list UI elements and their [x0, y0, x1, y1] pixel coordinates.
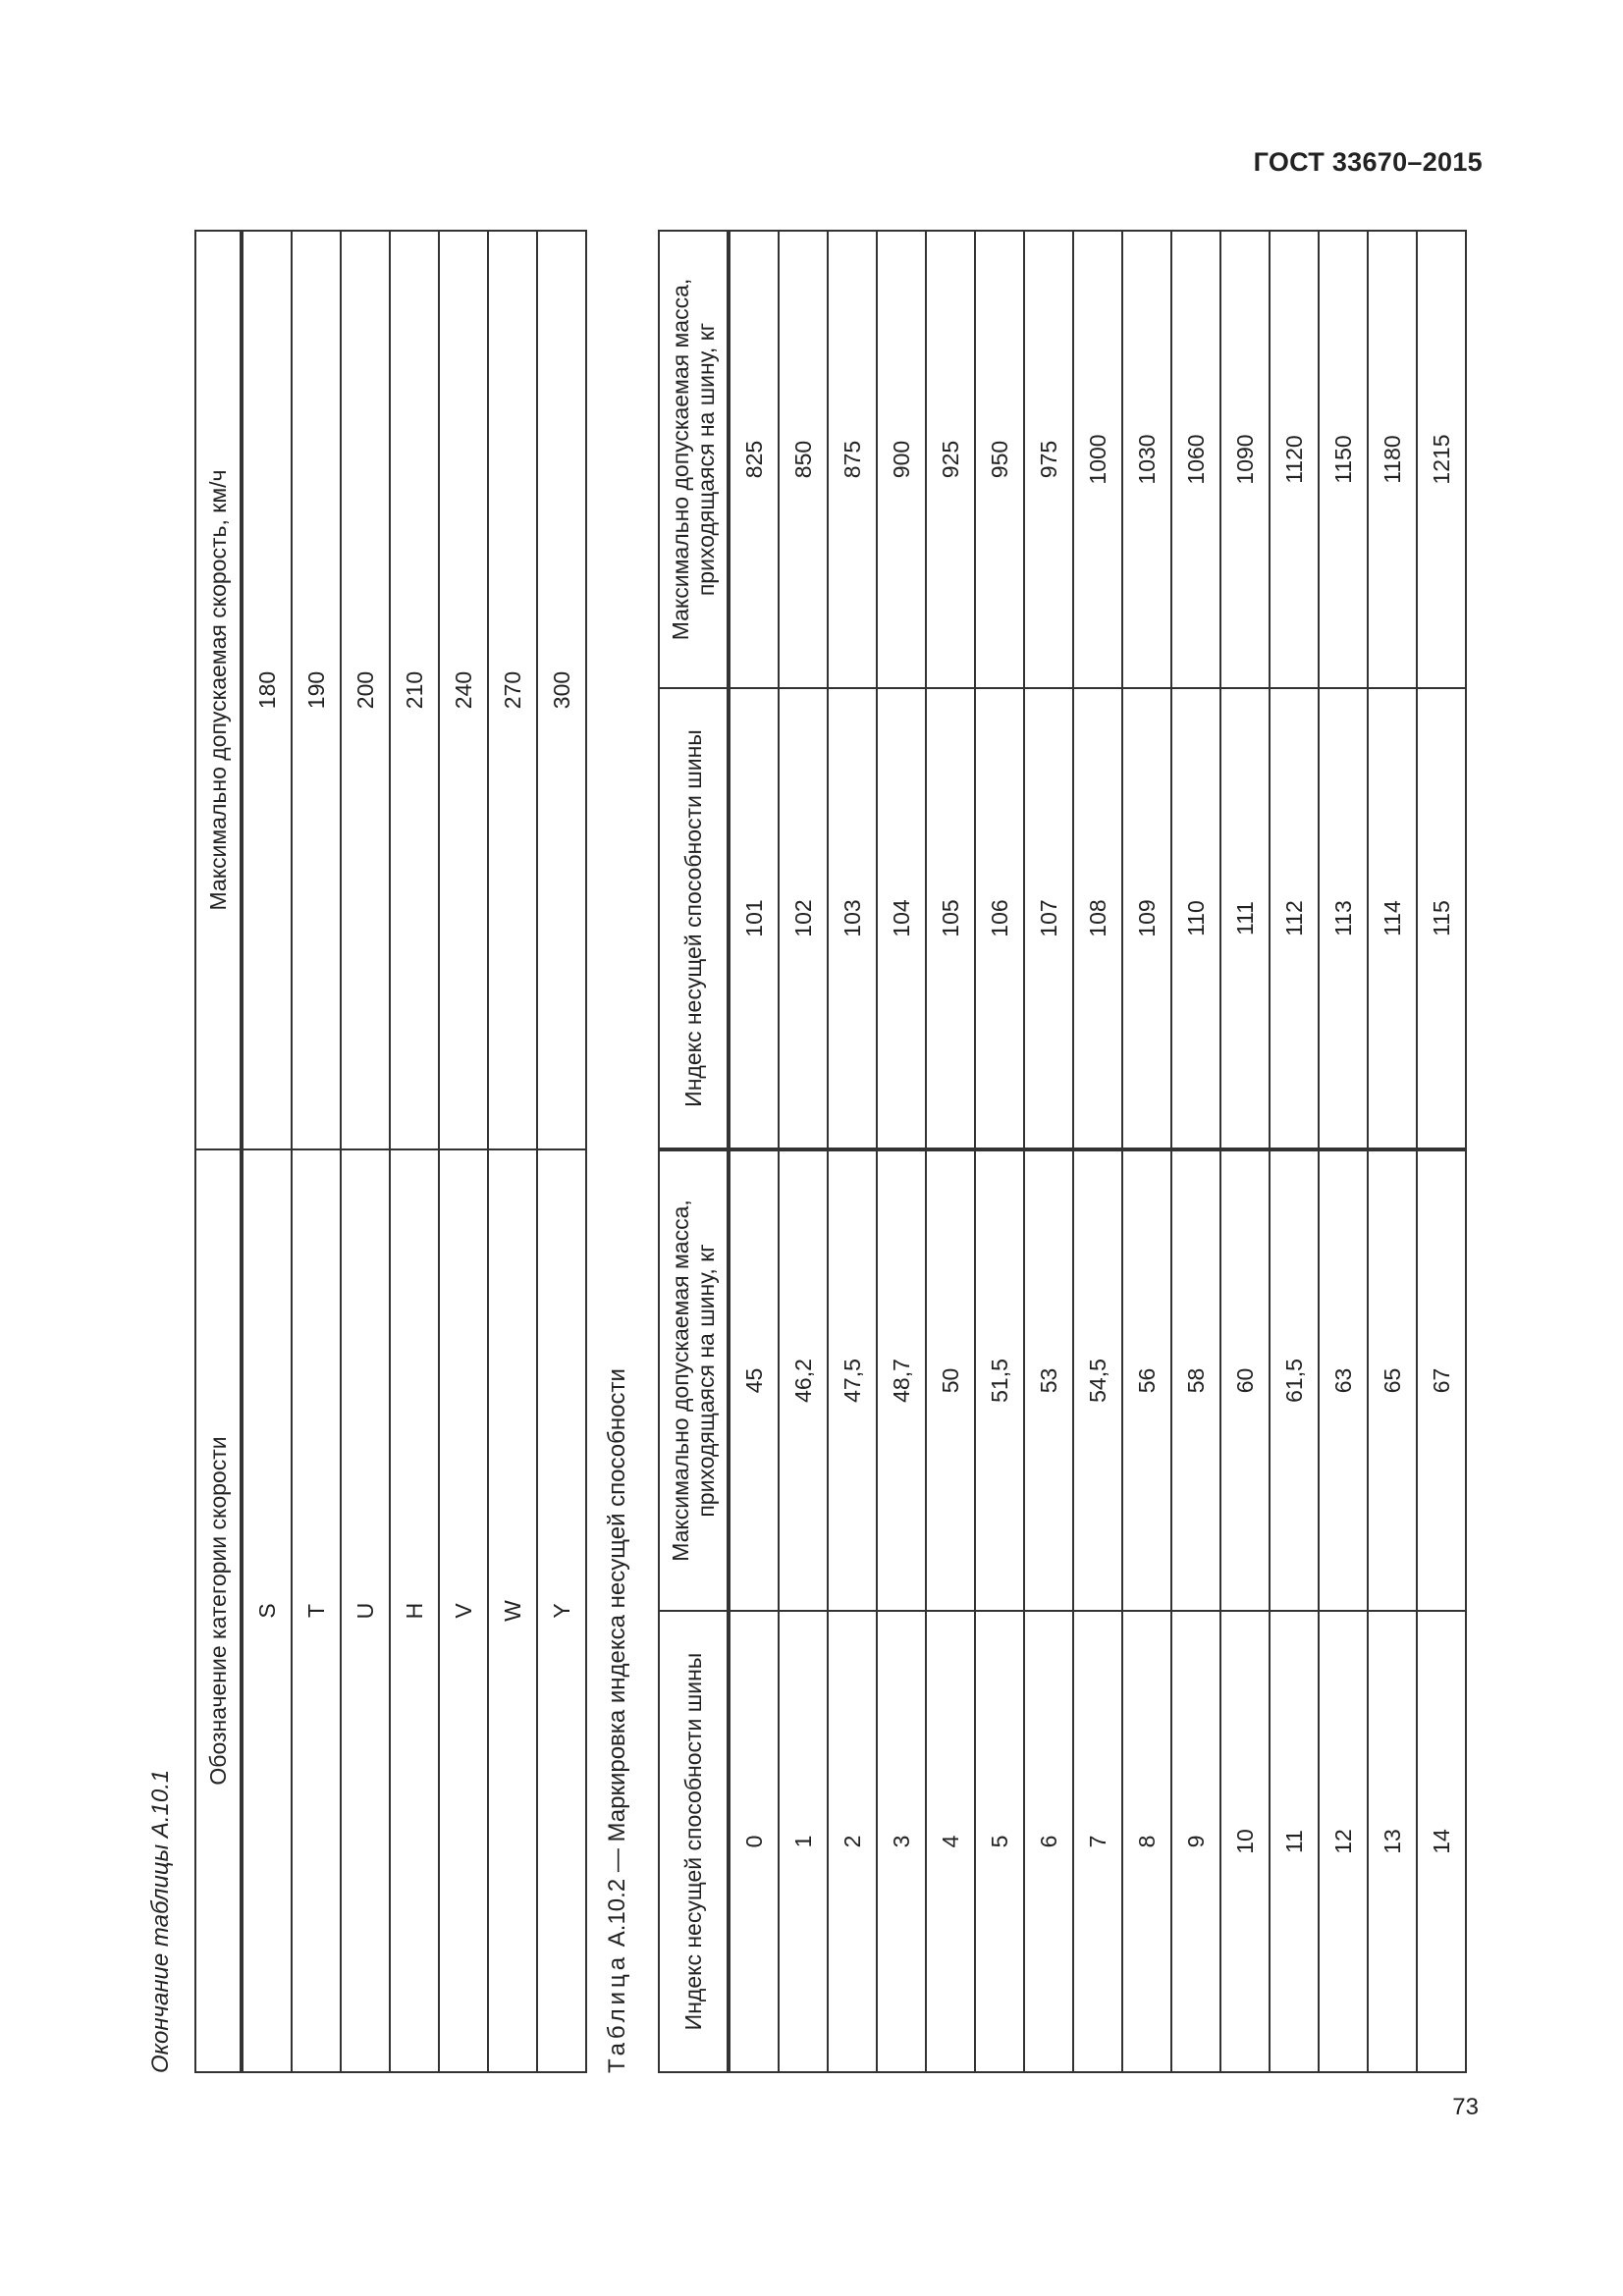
load-index-table — [658, 230, 1467, 2073]
table-cell: 3 — [877, 1611, 926, 2072]
table-row — [1417, 231, 1466, 2072]
table-cell: 65 — [1368, 1149, 1417, 1611]
table2-header-mass-left: Максимально допускаемая масса, приходящаяся на шину, кг — [659, 1149, 729, 1611]
table-cell: V — [439, 1149, 488, 2072]
table-cell: 850 — [779, 231, 828, 688]
rotated-content — [147, 228, 1483, 2073]
table-row — [292, 231, 341, 2072]
page-number: 73 — [1452, 2094, 1479, 2120]
table-cell: 2 — [828, 1611, 877, 2072]
table-cell: 300 — [537, 231, 586, 1149]
table-row — [1024, 231, 1073, 2072]
table-cell: 58 — [1171, 1149, 1220, 1611]
table-cell: 101 — [729, 688, 779, 1149]
table-cell: 1180 — [1368, 231, 1417, 688]
table-cell: 45 — [729, 1149, 779, 1611]
table-row — [341, 231, 390, 2072]
table-cell: 48,7 — [877, 1149, 926, 1611]
table-cell: 63 — [1319, 1149, 1368, 1611]
table2-header-mass-right: Максимально допускаемая масса, приходящаяся на шину, кг — [659, 231, 729, 688]
table1-header-category: Обозначение категории скорости — [195, 1149, 242, 2072]
table-cell: 1090 — [1220, 231, 1270, 688]
table-cell: 107 — [1024, 688, 1073, 1149]
table-row — [926, 231, 975, 2072]
table-cell: 5 — [975, 1611, 1024, 2072]
table-cell: 12 — [1319, 1611, 1368, 2072]
table-cell: 1000 — [1073, 231, 1122, 688]
table-row — [1220, 231, 1270, 2072]
table-cell: 113 — [1319, 688, 1368, 1149]
table-cell: 1060 — [1171, 231, 1220, 688]
table-cell: 6 — [1024, 1611, 1073, 2072]
table-row — [1171, 231, 1220, 2072]
table2-caption-prefix: Таблица — [604, 1952, 630, 2073]
table-cell: 1215 — [1417, 231, 1466, 688]
table-cell: 210 — [390, 231, 439, 1149]
table-cell: 825 — [729, 231, 779, 688]
table-cell: 1150 — [1319, 231, 1368, 688]
table-cell: 102 — [779, 688, 828, 1149]
table-cell: 270 — [488, 231, 537, 1149]
table-row — [242, 231, 292, 2072]
table-cell: 200 — [341, 231, 390, 1149]
table-cell: 46,2 — [779, 1149, 828, 1611]
table-cell: 106 — [975, 688, 1024, 1149]
table2-header-index-left: Индекс несущей способности шины — [659, 1611, 729, 2072]
table-row — [488, 231, 537, 2072]
table-cell: 61,5 — [1270, 1149, 1319, 1611]
table-cell: 108 — [1073, 688, 1122, 1149]
table-cell: 114 — [1368, 688, 1417, 1149]
table-row — [877, 231, 926, 2072]
table-cell: 103 — [828, 688, 877, 1149]
table-cell: 56 — [1122, 1149, 1171, 1611]
table-row — [729, 231, 779, 2072]
table-cell: 109 — [1122, 688, 1171, 1149]
table-cell: 7 — [1073, 1611, 1122, 2072]
table-cell: 13 — [1368, 1611, 1417, 2072]
table-cell: 8 — [1122, 1611, 1171, 2072]
table-cell: 190 — [292, 231, 341, 1149]
table-cell: 1030 — [1122, 231, 1171, 688]
table-cell: 10 — [1220, 1611, 1270, 2072]
table-cell: 875 — [828, 231, 877, 688]
table1-caption: Окончание таблицы А.10.1 — [147, 1769, 174, 2073]
table-row — [1122, 231, 1171, 2072]
table-cell: 104 — [877, 688, 926, 1149]
table-cell: 925 — [926, 231, 975, 688]
table-cell: 111 — [1220, 688, 1270, 1149]
table-row — [537, 231, 586, 2072]
table-cell: 112 — [1270, 688, 1319, 1149]
table-row — [779, 231, 828, 2072]
table-cell: Y — [537, 1149, 586, 2072]
table-cell: 950 — [975, 231, 1024, 688]
table-cell: 47,5 — [828, 1149, 877, 1611]
table-cell: 975 — [1024, 231, 1073, 688]
table-cell: W — [488, 1149, 537, 2072]
table-cell: 9 — [1171, 1611, 1220, 2072]
table-cell: H — [390, 1149, 439, 2072]
table-cell: 11 — [1270, 1611, 1319, 2072]
table-cell: 4 — [926, 1611, 975, 2072]
table-cell: 180 — [242, 231, 292, 1149]
standard-number: ГОСТ 33670–2015 — [1253, 147, 1483, 177]
table-row — [1368, 231, 1417, 2072]
table2-header-index-right: Индекс несущей способности шины — [659, 688, 729, 1149]
table-cell: 50 — [926, 1149, 975, 1611]
table-cell: 51,5 — [975, 1149, 1024, 1611]
table-cell: U — [341, 1149, 390, 2072]
table-cell: 110 — [1171, 688, 1220, 1149]
table2-caption — [604, 1368, 631, 2073]
table-row — [390, 231, 439, 2072]
table1-header-speed: Максимально допускаемая скорость, км/ч — [195, 231, 242, 1149]
table-cell: 1 — [779, 1611, 828, 2072]
table-cell: 105 — [926, 688, 975, 1149]
table-cell: 1120 — [1270, 231, 1319, 688]
table2-caption-text: А.10.2 — Маркировка индекса несущей способности — [604, 1368, 630, 1953]
table-cell: 60 — [1220, 1149, 1270, 1611]
table-cell: 240 — [439, 231, 488, 1149]
table-row — [828, 231, 877, 2072]
table-cell: 115 — [1417, 688, 1466, 1149]
table-cell: 54,5 — [1073, 1149, 1122, 1611]
table-row — [439, 231, 488, 2072]
table-cell: 14 — [1417, 1611, 1466, 2072]
speed-category-table — [194, 230, 587, 2073]
table-row — [1270, 231, 1319, 2072]
table-cell: S — [242, 1149, 292, 2072]
table-cell: T — [292, 1149, 341, 2072]
table-cell: 0 — [729, 1611, 779, 2072]
table-cell: 900 — [877, 231, 926, 688]
table-row — [1073, 231, 1122, 2072]
table-row — [1319, 231, 1368, 2072]
table-row — [975, 231, 1024, 2072]
table-cell: 53 — [1024, 1149, 1073, 1611]
table-cell: 67 — [1417, 1149, 1466, 1611]
